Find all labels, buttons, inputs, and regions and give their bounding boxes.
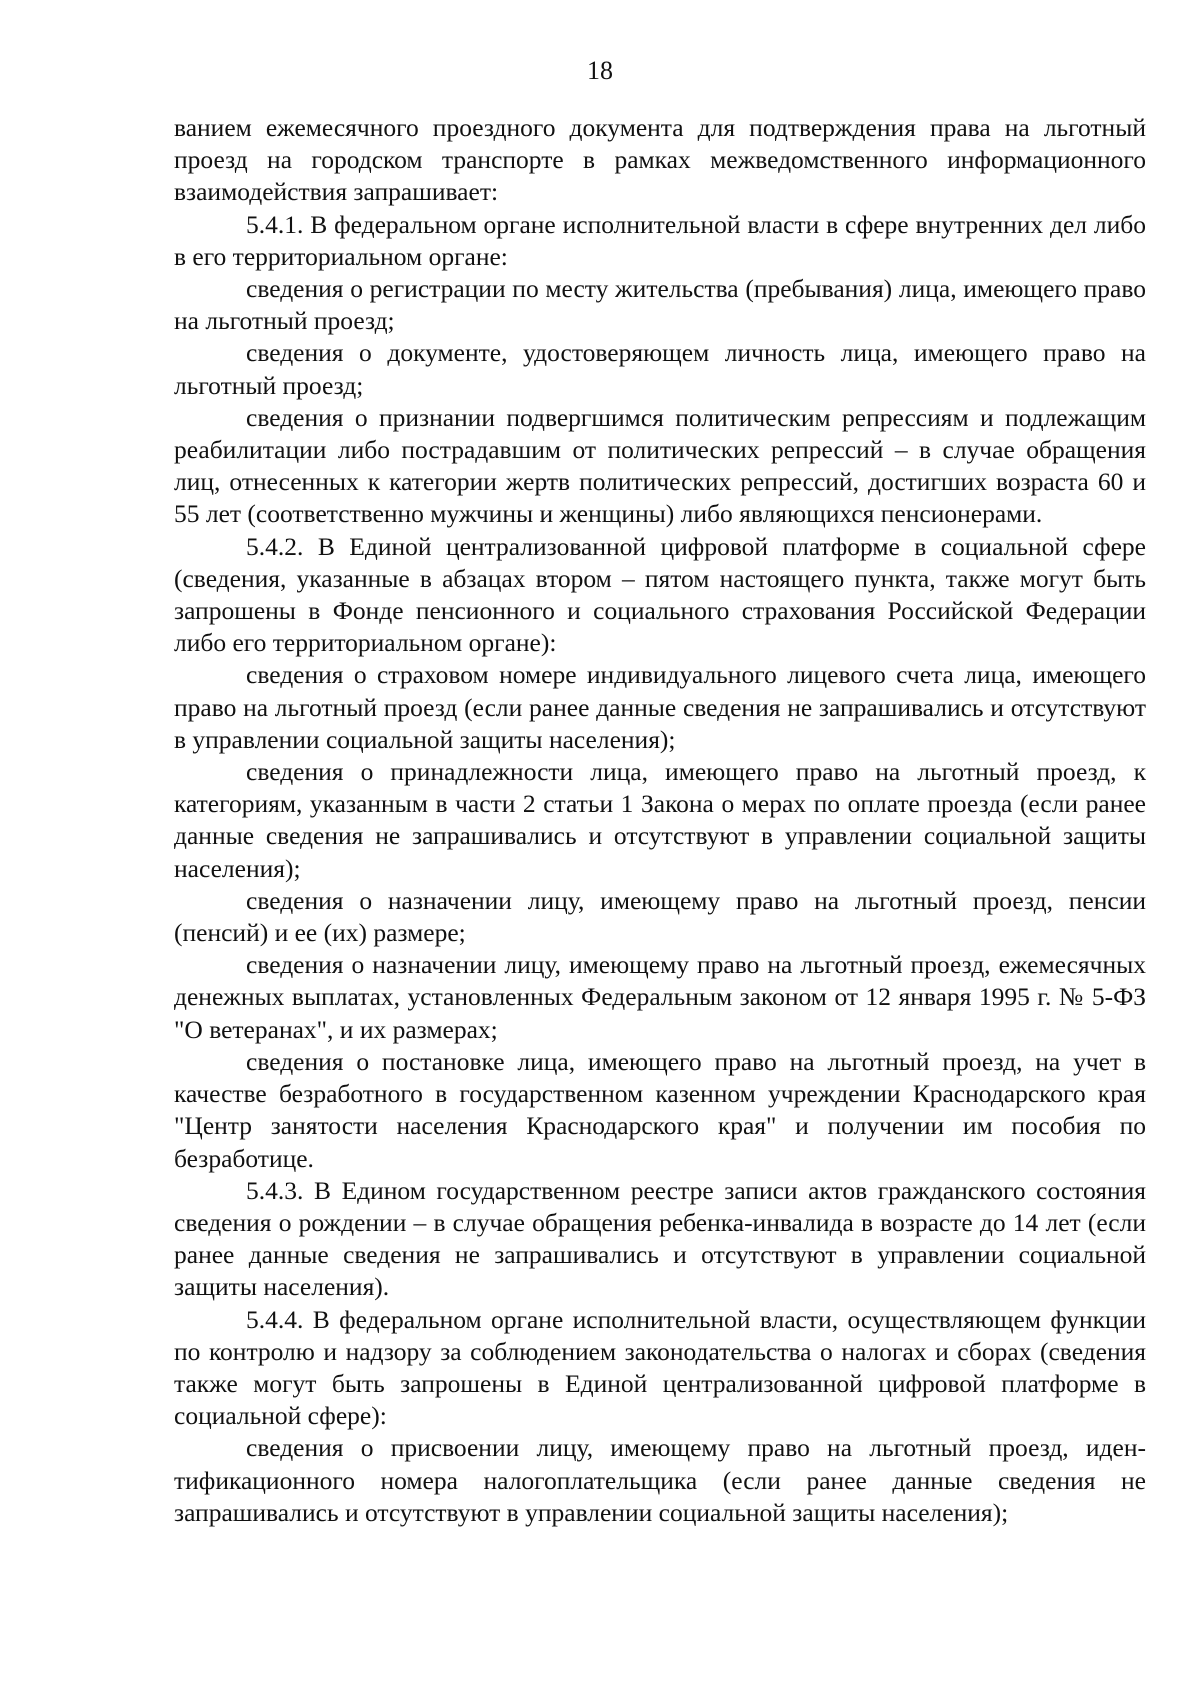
paragraph: сведения о признании подвергшимся политическим репрессиям и подлежащим реабилитации либо пострадавшим от политических репрессий – в случае обращения лиц, отнесенных к категории жертв политических репрессий, достигших возраста 60 и 55 лет (соответственно мужчины и женщины) либо являющихся пенсионерами. — [174, 402, 1146, 529]
paragraph: 5.4.2. В Единой централизованной цифровой платформе в социальной сфере (сведения, указанные в абзацах втором – пятом настоящего пункта, также могут быть запрошены в Фонде пенсионного и социального страхования Российской Федерации либо его территориальном органе): — [174, 531, 1146, 658]
paragraph: 5.4.1. В федеральном органе исполнительной власти в сфере внутренних дел либо в его территориальном органе: — [174, 209, 1146, 271]
paragraph: 5.4.4. В федеральном органе исполнительной власти, осуществляющем функции по контролю и надзору за соблюдением законодательства о налогах и сборах (сведения также могут быть запрошены в Единой централизованной цифровой платформе в социальной сфере): — [174, 1304, 1146, 1431]
paragraph: сведения о документе, удостоверяющем личность лица, имеющего право на льготный проезд; — [174, 338, 1146, 400]
document-body — [174, 112, 1146, 1529]
paragraph: сведения о назначении лицу, имеющему право на льготный проезд, пенсии (пенсий) и ее (их) размере; — [174, 885, 1146, 948]
paragraph: сведения о постановке лица, имеющего право на льготный проезд, на учет в качестве безработного в государственном казенном учреждении Краснодарского края "Центр занятости населения Краснодарского края" и получении им пособия по безработице. — [174, 1046, 1146, 1173]
paragraph: сведения о назначении лицу, имеющему право на льготный проезд, ежемесячных денежных выплатах, установленных Федеральным законом от 12 января 1995 г. № 5-ФЗ "О ветеранах", и их размерах; — [174, 950, 1146, 1044]
paragraph: сведения о регистрации по месту жительства (пребывания) лица, имеющего право на льготный проезд; — [174, 274, 1146, 336]
paragraph: сведения о страховом номере индивидуального лицевого счета лица, имеющего право на льготный проезд (если ранее данные сведения не запрашивались и отсутствуют в управлении социальной защиты населения); — [174, 660, 1146, 754]
paragraph: 5.4.3. В Едином государственном реестре записи актов гражданского состояния сведения о рождении – в случае обращения ребенка-инвалида в возрасте до 14 лет (если ранее данные сведения не запрашивались и отсутствуют в управлении социальной защиты населения). — [174, 1175, 1146, 1302]
paragraph: сведения о присвоении лицу, имеющему право на льготный проезд, идентификационного номера налогоплательщика (если ранее данные сведения не запрашивались и отсутствуют в управлении социальной защиты населения); — [174, 1433, 1146, 1527]
page-number: 18 — [587, 56, 613, 85]
paragraph: ванием ежемесячного проездного документа для подтверждения права на льготный проезд на городском транспорте в рамках межведомственного информационного взаимодействия запрашивает: — [174, 113, 1146, 207]
paragraph: сведения о принадлежности лица, имеющего право на льготный проезд, к категориям, указанным в части 2 статьи 1 Закона о мерах по оплате проезда (если ранее данные сведения не запрашивались и отсутствуют в управлении социальной защиты населения); — [174, 757, 1146, 883]
